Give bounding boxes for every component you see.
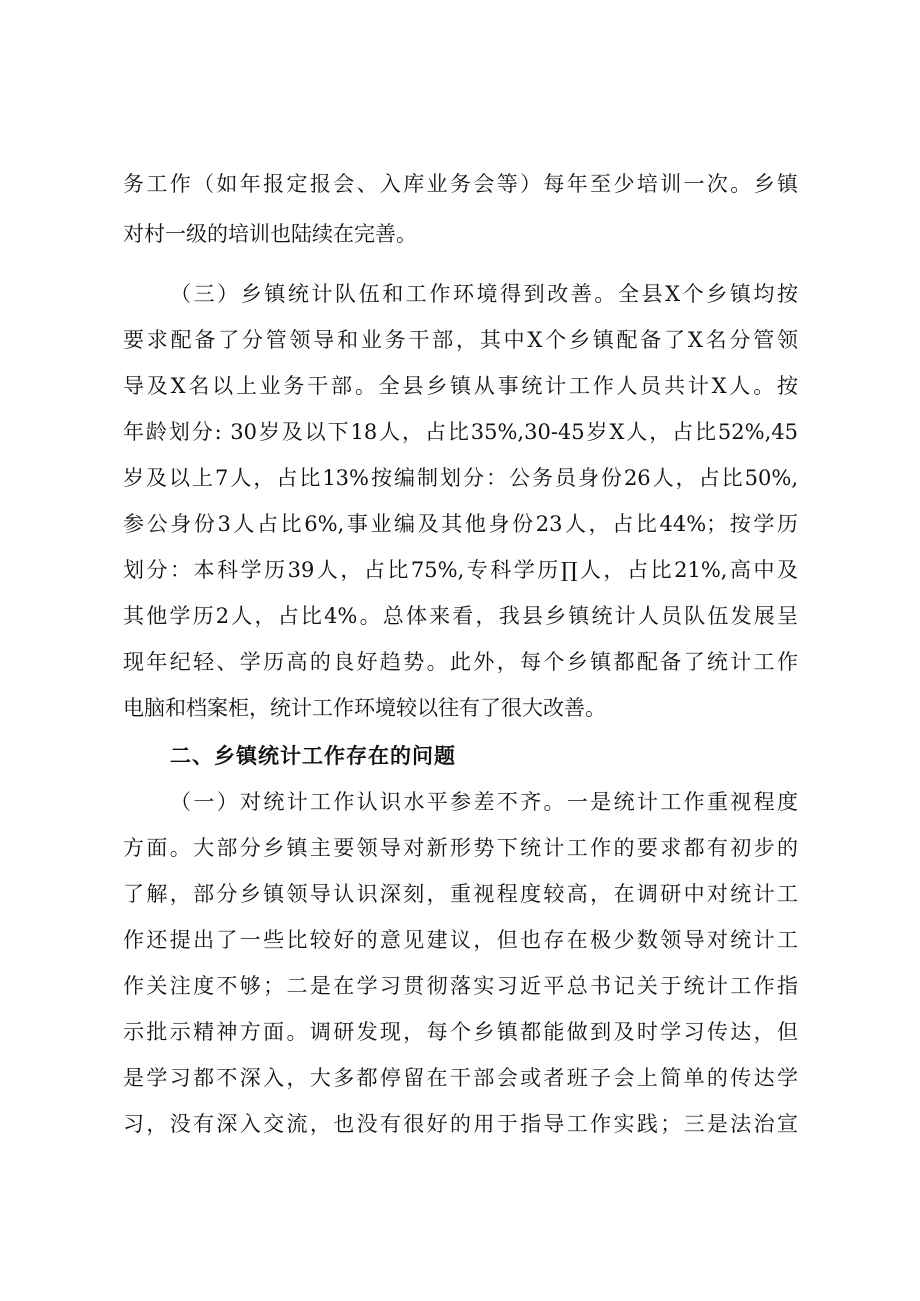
text-line: 划分：本科学历39人，占比75%,专科学历∏人，占比21%,高中及 — [123, 558, 798, 582]
text-line: 务工作（如年报定报会、入库业务会等）每年至少培训一次。乡镇 — [123, 172, 798, 196]
text-line: 了解，部分乡镇领导认识深刻，重视程度较高，在调研中对统计工 — [123, 882, 798, 906]
text-line: 其他学历2人，占比4%。总体来看，我县乡镇统计人员队伍发展呈 — [123, 604, 798, 628]
text-line: 作还提出了一些比较好的意见建议，但也存在极少数领导对统计工 — [123, 928, 798, 952]
text-line: 对村一级的培训也陆续在完善。 — [123, 222, 417, 246]
text-line: 电脑和档案柜，统计工作环境较以往有了很大改善。 — [123, 696, 606, 720]
text-line: 参公身份3人占比6%,事业编及其他身份23人，占比44%；按学历 — [123, 512, 798, 536]
section-heading: 二、乡镇统计工作存在的问题 — [170, 744, 456, 768]
text-line: 示批示精神方面。调研发现，每个乡镇都能做到及时学习传达，但 — [123, 1020, 798, 1044]
text-line: 习，没有深入交流，也没有很好的用于指导工作实践；三是法治宣 — [123, 1112, 798, 1136]
text-line: 作关注度不够；二是在学习贯彻落实习近平总书记关于统计工作指 — [123, 974, 798, 998]
text-line: 是学习都不深入，大多都停留在干部会或者班子会上简单的传达学 — [123, 1066, 798, 1090]
paragraph-heading-line: （一）对统计工作认识水平参差不齐。一是统计工作重视程度 — [170, 790, 798, 814]
paragraph-heading-line: （三）乡镇统计队伍和工作环境得到改善。全县X个乡镇均按 — [170, 282, 798, 306]
text-line: 现年纪轻、学历高的良好趋势。此外，每个乡镇都配备了统计工作 — [123, 650, 798, 674]
text-line: 年龄划分: 30岁及以下18人，占比35%,30-45岁X人，占比52%,45 — [123, 420, 798, 444]
text-line: 要求配备了分管领导和业务干部，其中X个乡镇配备了X名分管领 — [123, 328, 798, 352]
text-line: 方面。大部分乡镇主要领导对新形势下统计工作的要求都有初步的 — [123, 836, 798, 860]
text-line: 岁及以上7人，占比13%按编制划分：公务员身份26人，占比50%, — [123, 466, 798, 490]
text-line: 导及X名以上业务干部。全县乡镇从事统计工作人员共计X人。按 — [123, 374, 798, 398]
